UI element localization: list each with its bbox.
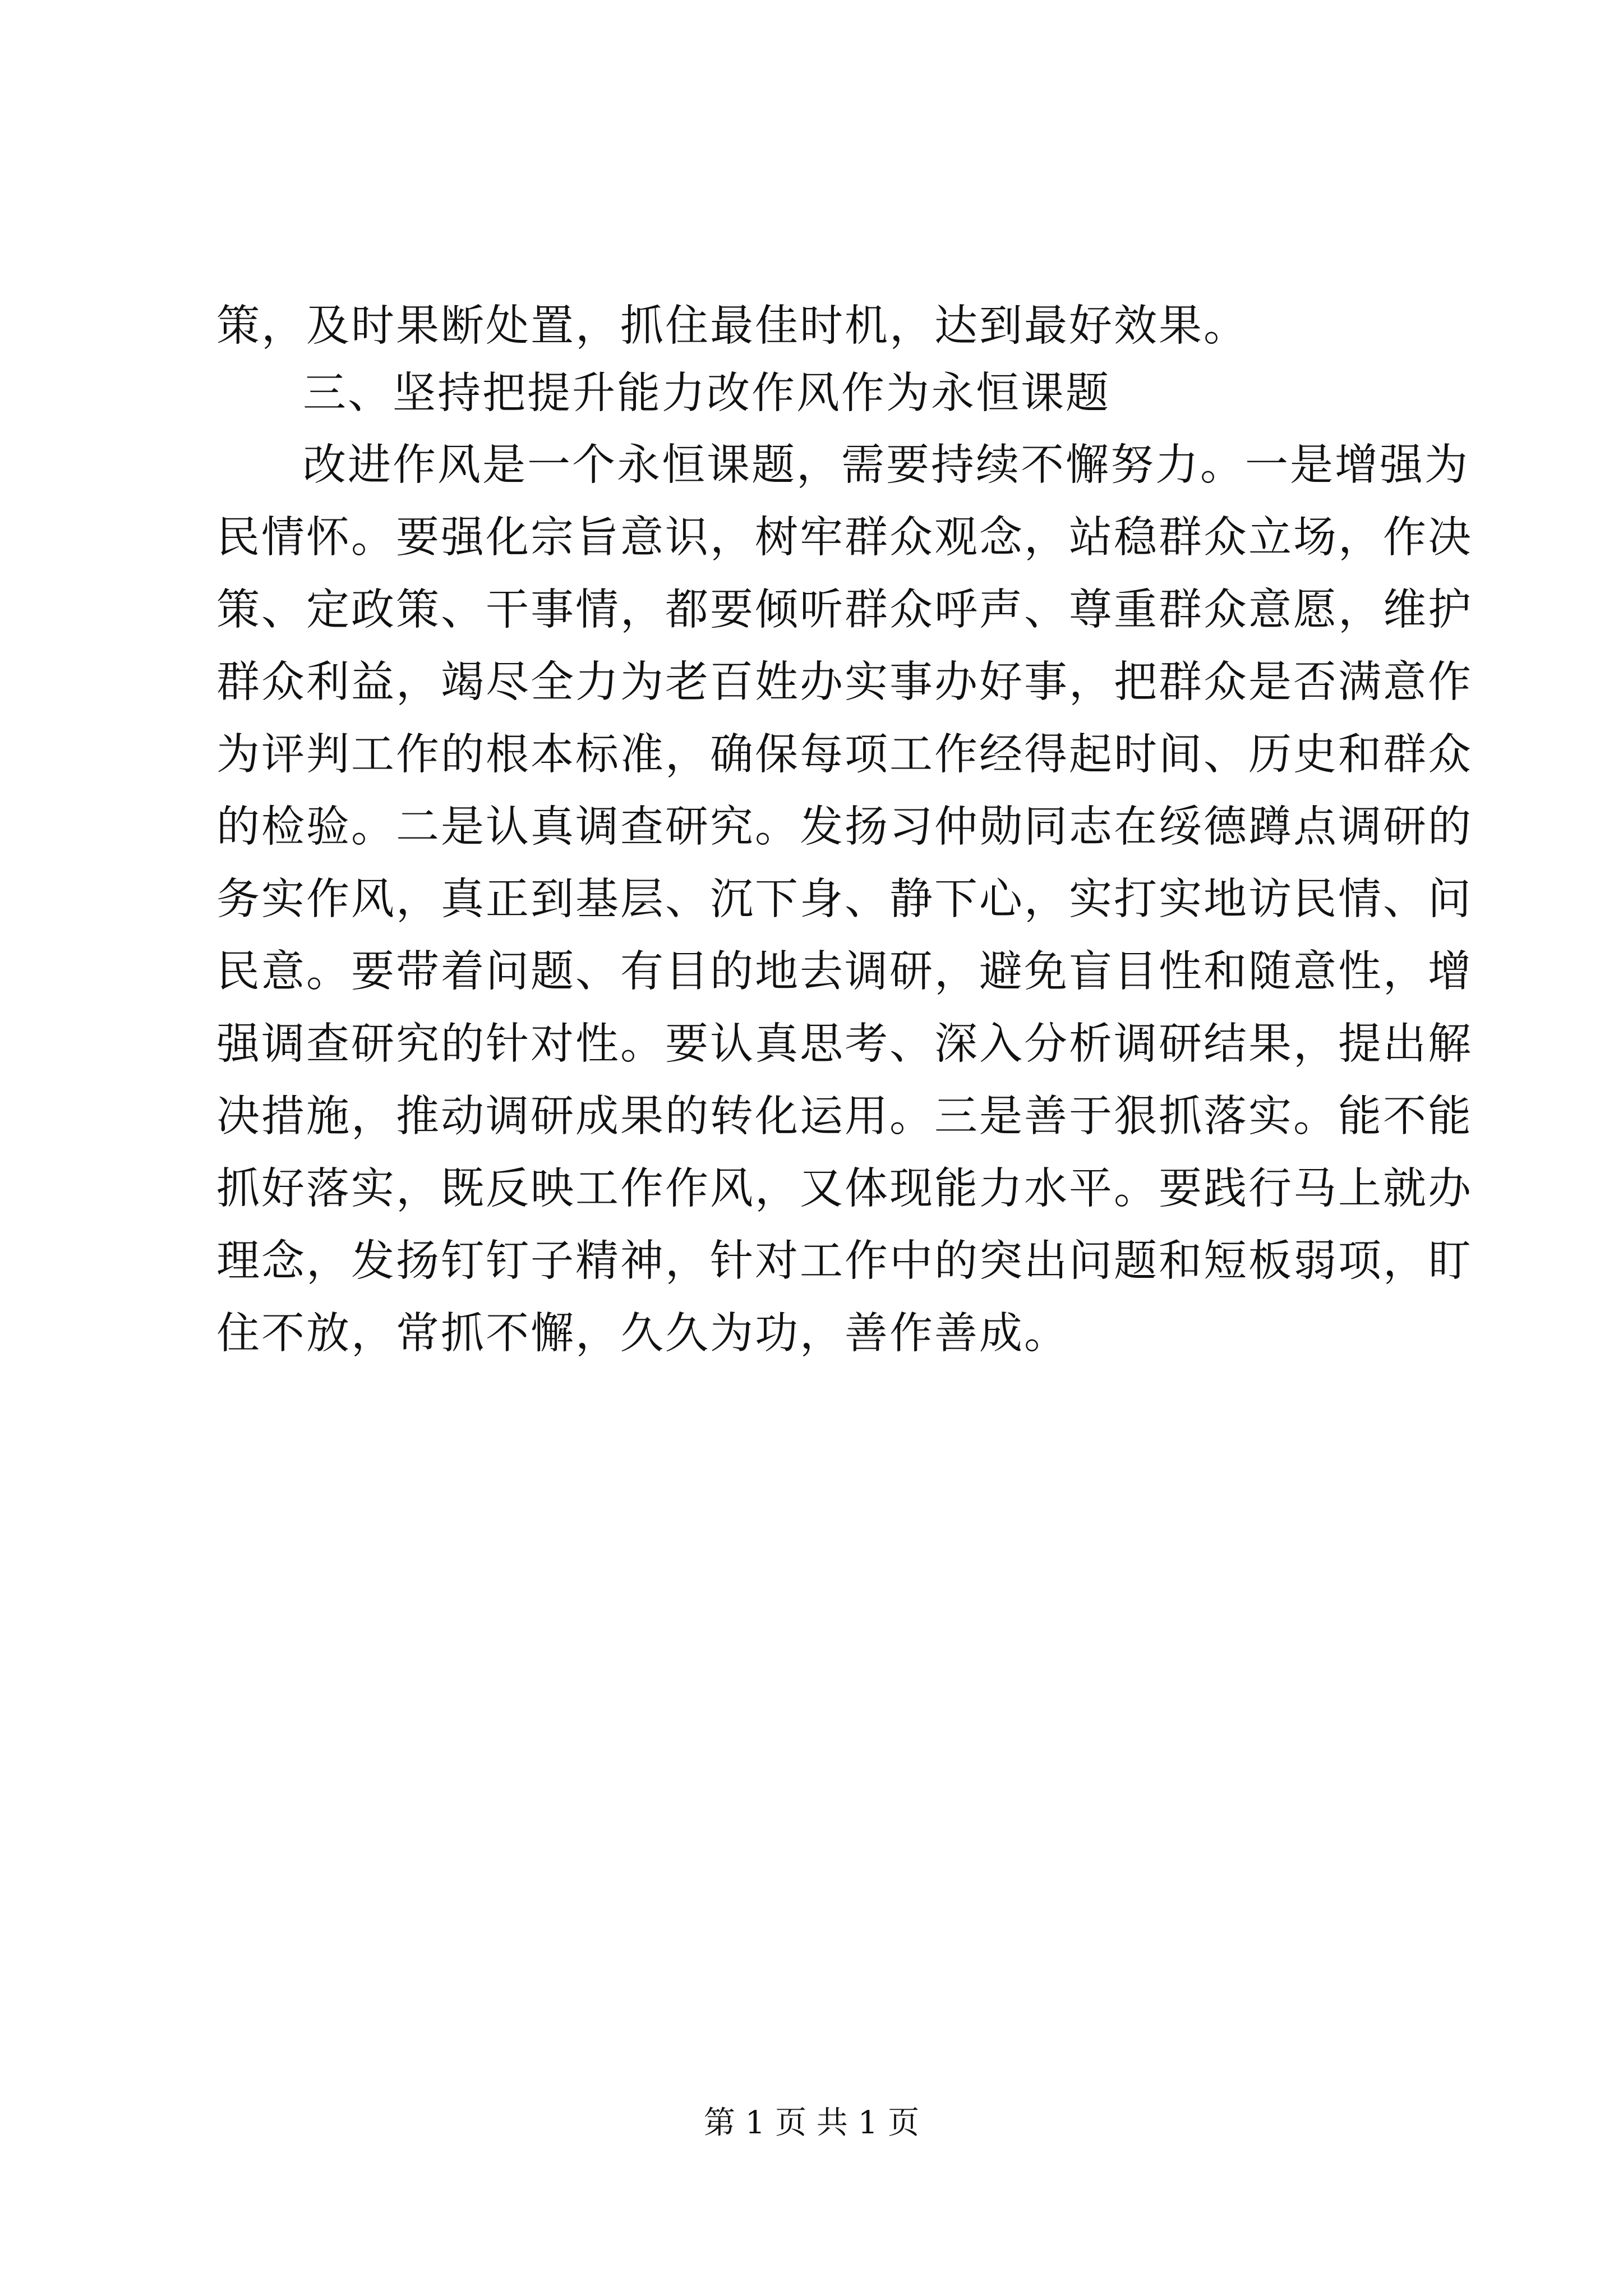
page-footer: 第 1 页 共 1 页 [703, 2105, 920, 2141]
body-line-10: 民意。要带着问题、有目的地去调研，避免盲目性和随意性，增 [216, 947, 1473, 997]
body-line-13: 抓好落实，既反映工作作风，又体现能力水平。要践行马上就办 [216, 1164, 1473, 1214]
body-line-6: 群众利益，竭尽全力为老百姓办实事办好事，把群众是否满意作 [216, 657, 1473, 707]
body-line-12: 决措施，推动调研成果的转化运用。三是善于狠抓落实。能不能 [216, 1092, 1473, 1142]
body-line-9: 务实作风，真正到基层、沉下身、静下心，实打实地访民情、问 [216, 875, 1473, 924]
body-line-1: 策，及时果断处置，抓住最佳时机，达到最好效果。 [216, 301, 1248, 351]
body-line-8: 的检验。二是认真调查研究。发扬习仲勋同志在绥德蹲点调研的 [216, 802, 1473, 852]
body-line-7: 为评判工作的根本标准，确保每项工作经得起时间、历史和群众 [216, 730, 1473, 780]
section-heading: 三、坚持把提升能力改作风作为永恒课题 [303, 369, 1110, 418]
body-line-11: 强调查研究的针对性。要认真思考、深入分析调研结果，提出解 [216, 1019, 1473, 1069]
body-line-15: 住不放，常抓不懈，久久为功，善作善成。 [216, 1309, 1069, 1359]
body-line-3: 改进作风是一个永恒课题，需要持续不懈努力。一是增强为 [303, 440, 1469, 490]
body-line-4: 民情怀。要强化宗旨意识，树牢群众观念，站稳群众立场，作决 [216, 513, 1473, 563]
body-line-14: 理念，发扬钉钉子精神，针对工作中的突出问题和短板弱项，盯 [216, 1236, 1473, 1286]
body-line-5: 策、定政策、干事情，都要倾听群众呼声、尊重群众意愿，维护 [216, 585, 1473, 635]
